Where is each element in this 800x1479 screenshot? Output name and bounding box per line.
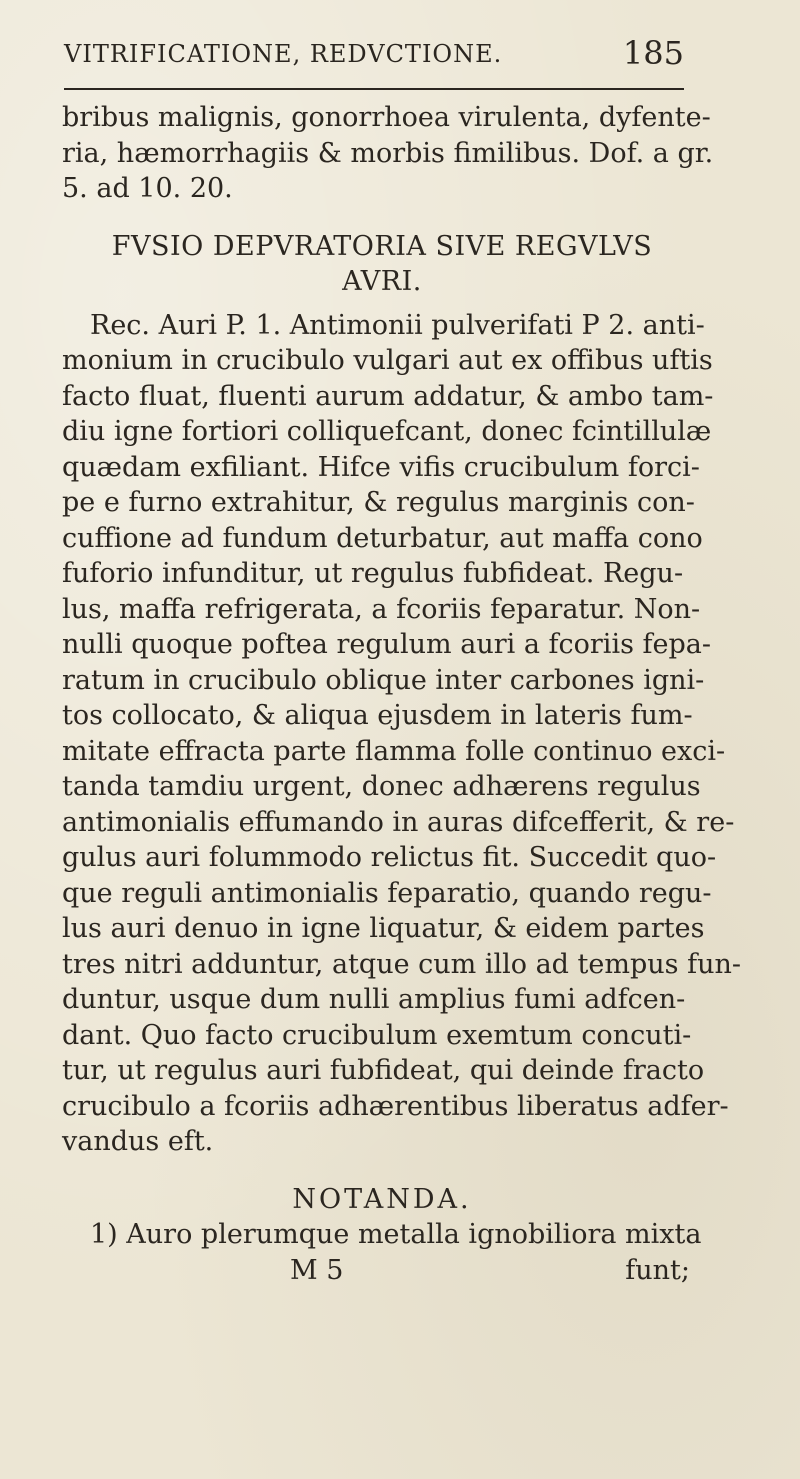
- paragraph-line: pe e furno extrahitur, & regulus marginis con-: [62, 487, 695, 518]
- section-heading-line2: AVRI.: [342, 266, 422, 297]
- paragraph-line: antimonialis effumando in auras difcefferit, & re-: [62, 806, 735, 838]
- paragraph-line: facto fluat, fluenti aurum addatur, & ambo tam-: [62, 380, 714, 412]
- paragraph-line: ratum in crucibulo oblique inter carbones igni-: [62, 664, 705, 696]
- paragraph-line: quædam exfiliant. Hifce vifis crucibulum forci-: [62, 451, 700, 483]
- paragraph-line: vandus eft.: [62, 1126, 214, 1157]
- paragraph-line: fuforio infunditur, ut regulus fubfideat. Regu-: [62, 558, 684, 589]
- paragraph-line: lus auri denuo in igne liquatur, & eidem partes: [62, 913, 705, 944]
- paragraph-line: Rec. Auri P. 1. Antimonii pulverifati P 2. anti-: [90, 309, 705, 341]
- section-heading: FVSIO DEPVRATORIA SIVE REGVLVS: [111, 230, 653, 262]
- body-text: [62, 100, 741, 1288]
- text-line: 5. ad 10. 20.: [62, 173, 233, 204]
- paragraph-line: cuffione ad fundum deturbatur, aut maffa cono: [62, 522, 703, 554]
- paragraph-line: monium in crucibulo vulgari aut ex offibus uftis: [62, 345, 713, 376]
- catchword: funt;: [625, 1254, 690, 1286]
- text-line: bribus malignis, gonorrhoea virulenta, dyfente-: [62, 102, 711, 133]
- spacer: [62, 207, 702, 229]
- spacer: [62, 300, 702, 308]
- paragraph-line: crucibulo a fcoriis adhærentibus liberatus adfer-: [62, 1090, 729, 1122]
- paragraph-line: mitate effracta parte flamma folle continuo exci-: [62, 735, 726, 767]
- paragraph-line: que reguli antimonialis feparatio, quando regu-: [62, 877, 712, 909]
- paragraph-line: lus, maffa refrigerata, a fcoriis feparatur. Non-: [62, 593, 701, 625]
- paragraph-line: tres nitri adduntur, atque cum illo ad tempus fun-: [62, 948, 741, 980]
- signature-mark: M 5: [290, 1254, 344, 1286]
- paragraph-line: tur, ut regulus auri fubfideat, qui deinde fracto: [62, 1055, 705, 1086]
- text-line: ria, hæmorrhagiis & morbis fimilibus. Dof. a gr.: [62, 137, 714, 169]
- paragraph-line: tos collocato, & aliqua ejusdem in lateris fum-: [62, 700, 693, 731]
- paragraph-line: tanda tamdiu urgent, donec adhærens regulus: [62, 771, 701, 802]
- paragraph-line: dant. Quo facto crucibulum exemtum concuti-: [62, 1019, 692, 1051]
- page-number: 185: [622, 34, 684, 72]
- running-head: [64, 34, 684, 74]
- page-footer: [62, 1253, 702, 1289]
- running-title: VITRIFICATIONE, REDVCTIONE.: [64, 40, 503, 68]
- notanda-heading: NOTANDA.: [292, 1183, 472, 1215]
- notanda-item: 1) Auro plerumque metalla ignobiliora mixta: [90, 1219, 702, 1250]
- header-rule: [64, 88, 684, 90]
- paragraph-line: duntur, usque dum nulli amplius fumi adfcen-: [62, 984, 686, 1015]
- spacer: [62, 1160, 702, 1182]
- paragraph-line: nulli quoque poftea regulum auri a fcoriis fepa-: [62, 629, 711, 660]
- paragraph-line: gulus auri folummodo relictus fit. Succedit quo-: [62, 842, 717, 873]
- paragraph-line: diu igne fortiori colliquefcant, donec fcintillulæ: [62, 416, 712, 447]
